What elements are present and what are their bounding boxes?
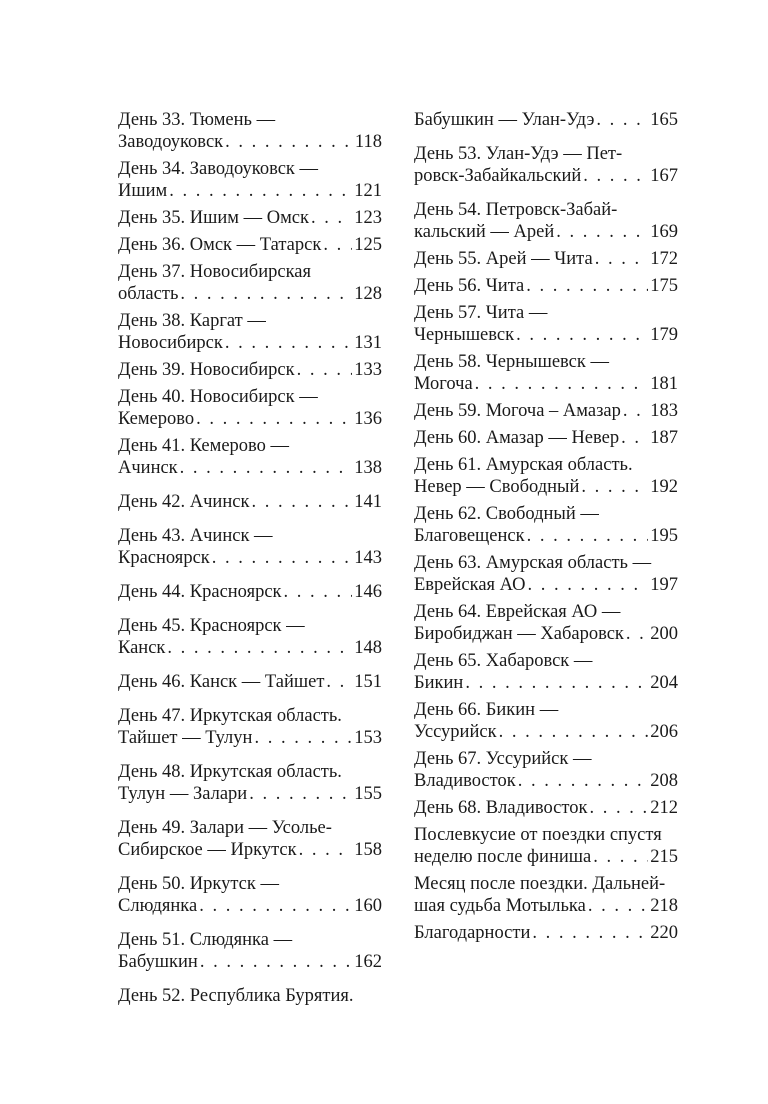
toc-entry-leader-row xyxy=(414,109,678,131)
toc-entry xyxy=(118,491,382,513)
page-number: 169 xyxy=(650,222,678,242)
toc-entry-leader-row xyxy=(118,180,382,202)
toc-entry-leader-row xyxy=(414,324,678,346)
toc-entry-leader-row xyxy=(118,547,382,569)
toc-entry xyxy=(118,817,382,861)
toc-entry-title-line: День 34. Заводоуковск — xyxy=(118,159,319,179)
page-number: 167 xyxy=(650,166,678,186)
toc-entry-leader-row xyxy=(118,783,382,805)
toc-entry-title-line: День 48. Иркутская область. xyxy=(118,762,342,782)
page-number: 146 xyxy=(354,582,382,602)
page-number: 128 xyxy=(354,284,382,304)
toc-entry-title-line: День 38. Каргат — xyxy=(118,311,266,331)
toc-entry-title-line: День 67. Уссурийск — xyxy=(414,749,592,769)
toc-entry-leader-row xyxy=(414,846,678,868)
dot-leader xyxy=(225,332,352,354)
toc-entry-leader-row xyxy=(414,672,678,694)
page-number: 165 xyxy=(650,110,678,130)
dot-leader xyxy=(516,324,648,346)
toc-entry-title-line: День 52. Республика Бурятия. xyxy=(118,986,354,1006)
dot-leader xyxy=(588,895,648,917)
toc-entry-title-line: День 43. Ачинск — xyxy=(118,526,273,546)
toc-entry-title-line: День 61. Амурская область. xyxy=(414,455,633,475)
toc-entry-leader-row xyxy=(414,574,678,596)
toc-entry-leader-row xyxy=(118,359,382,381)
toc-entry-leader-row xyxy=(414,721,678,743)
toc-entry xyxy=(414,873,678,917)
toc-entry-title: ровск-Забайкальский xyxy=(414,166,582,186)
dot-leader xyxy=(167,637,352,659)
page-number: 179 xyxy=(650,325,678,345)
toc-entry-leader-row xyxy=(118,283,382,305)
dot-leader xyxy=(583,165,648,187)
toc-entry-leader-row xyxy=(414,275,678,297)
toc-entry-title: День 39. Новосибирск xyxy=(118,360,295,380)
dot-leader xyxy=(299,839,353,861)
page-number: 148 xyxy=(354,638,382,658)
page-number: 208 xyxy=(650,771,678,791)
dot-leader xyxy=(621,427,648,449)
toc-entry xyxy=(414,199,678,243)
toc-entry-leader-row xyxy=(118,332,382,354)
dot-leader xyxy=(249,783,352,805)
toc-entry xyxy=(414,601,678,645)
toc-entry xyxy=(414,275,678,297)
toc-entry xyxy=(414,109,678,131)
page-number: 143 xyxy=(354,548,382,568)
toc-entry-title: День 55. Арей — Чита xyxy=(414,249,593,269)
toc-entry-title: Слюдянка xyxy=(118,896,198,916)
toc-entry-title-line: День 53. Улан-Удэ — Пет- xyxy=(414,144,623,164)
toc-entry-title: Тулун — Залари xyxy=(118,784,248,804)
page-number: 141 xyxy=(354,492,382,512)
page-number: 192 xyxy=(650,477,678,497)
toc-entry-title: Благовещенск xyxy=(414,526,525,546)
toc-entry-title: День 35. Ишим — Омск xyxy=(118,208,309,228)
dot-leader xyxy=(326,671,352,693)
toc-entry-title: День 44. Красноярск xyxy=(118,582,282,602)
toc-entry-leader-row xyxy=(414,427,678,449)
page-number: 118 xyxy=(354,132,382,152)
toc-entry xyxy=(414,248,678,270)
toc-entry-title: Бабушкин — Улан-Удэ xyxy=(414,110,595,130)
toc-entry xyxy=(414,302,678,346)
toc-right-column xyxy=(414,109,678,949)
toc-entry-title-line: День 66. Бикин — xyxy=(414,700,559,720)
toc-entry-title: Бабушкин xyxy=(118,952,198,972)
page-number: 206 xyxy=(650,722,678,742)
toc-entry-leader-row xyxy=(414,400,678,422)
toc-left-column xyxy=(118,109,382,1012)
toc-entry-title: Бикин xyxy=(414,673,464,693)
toc-entry xyxy=(414,143,678,187)
page-number: 160 xyxy=(354,896,382,916)
toc-entry-leader-row xyxy=(118,895,382,917)
toc-entry xyxy=(118,359,382,381)
toc-entry-title: День 60. Амазар — Невер xyxy=(414,428,620,448)
toc-entry xyxy=(414,552,678,596)
toc-entry xyxy=(414,427,678,449)
page-number: 197 xyxy=(650,575,678,595)
toc-entry xyxy=(118,386,382,430)
page-number: 175 xyxy=(650,276,678,296)
toc-entry xyxy=(414,351,678,395)
toc-entry-leader-row xyxy=(118,839,382,861)
page-number: 212 xyxy=(650,798,678,818)
page-number: 220 xyxy=(650,923,678,943)
toc-entry-title: Кемерово xyxy=(118,409,195,429)
toc-entry-leader-row xyxy=(414,797,678,819)
page-number: 131 xyxy=(354,333,382,353)
page-number: 215 xyxy=(650,847,678,867)
toc-entry-title-line: День 45. Красноярск — xyxy=(118,616,305,636)
page-number: 123 xyxy=(354,208,382,228)
toc-entry xyxy=(118,435,382,479)
toc-entry-title-line: День 40. Новосибирск — xyxy=(118,387,318,407)
page-number: 125 xyxy=(354,235,382,255)
page-number: 158 xyxy=(354,840,382,860)
toc-entry-title: Заводоуковск xyxy=(118,132,224,152)
toc-entry-title: Ишим xyxy=(118,181,168,201)
toc-entry-title: область xyxy=(118,284,179,304)
toc-entry-title: Могоча xyxy=(414,374,473,394)
toc-entry xyxy=(118,310,382,354)
dot-leader xyxy=(581,476,648,498)
toc-entry-title: Еврейская АО xyxy=(414,575,526,595)
dot-leader xyxy=(311,207,352,229)
toc-entry-leader-row xyxy=(118,727,382,749)
toc-entry-title: Ачинск xyxy=(118,458,178,478)
toc-entry xyxy=(414,797,678,819)
toc-entry-title-line: День 50. Иркутск — xyxy=(118,874,279,894)
page-number: 151 xyxy=(354,672,382,692)
toc-entry xyxy=(414,824,678,868)
toc-entry xyxy=(118,671,382,693)
toc-entry-leader-row xyxy=(118,951,382,973)
dot-leader xyxy=(251,491,352,513)
toc-entry-title: Тайшет — Тулун xyxy=(118,728,253,748)
toc-entry xyxy=(118,158,382,202)
dot-leader xyxy=(526,275,648,297)
dot-leader xyxy=(196,408,352,430)
toc-entry xyxy=(118,985,382,1007)
dot-leader xyxy=(475,373,649,395)
toc-entry-title-line: Послевкусие от поездки спустя xyxy=(414,825,662,845)
toc-entry xyxy=(414,922,678,944)
toc-entry-title: Чернышевск xyxy=(414,325,515,345)
dot-leader xyxy=(323,234,352,256)
dot-leader xyxy=(180,283,352,305)
toc-entry-leader-row xyxy=(414,922,678,944)
page-number: 121 xyxy=(354,181,382,201)
toc-entry xyxy=(118,761,382,805)
toc-entry-title: Красноярск xyxy=(118,548,210,568)
toc-entry-title: День 59. Могоча – Амазар xyxy=(414,401,621,421)
toc-entry-title-line: День 54. Петровск-Забай- xyxy=(414,200,618,220)
page-number: 183 xyxy=(650,401,678,421)
toc-entry-title: Благодарности xyxy=(414,923,531,943)
toc-entry-leader-row xyxy=(414,770,678,792)
toc-entry xyxy=(118,615,382,659)
toc-entry xyxy=(118,873,382,917)
dot-leader xyxy=(254,727,352,749)
toc-entry-title: неделю после финиша xyxy=(414,847,592,867)
dot-leader xyxy=(626,623,648,645)
toc-entry-leader-row xyxy=(414,623,678,645)
toc-entry-title-line: День 65. Хабаровск — xyxy=(414,651,593,671)
toc-entry-title: Владивосток xyxy=(414,771,516,791)
toc-entry xyxy=(414,650,678,694)
dot-leader xyxy=(527,525,649,547)
toc-entry-title: Новосибирск xyxy=(118,333,223,353)
toc-entry-leader-row xyxy=(414,165,678,187)
toc-entry-leader-row xyxy=(414,895,678,917)
page-number: 204 xyxy=(650,673,678,693)
dot-leader xyxy=(589,797,648,819)
toc-entry xyxy=(414,748,678,792)
toc-entry-leader-row xyxy=(118,207,382,229)
page-number: 187 xyxy=(650,428,678,448)
toc-entry-title: Сибирское — Иркутск xyxy=(118,840,297,860)
toc-entry-leader-row xyxy=(414,373,678,395)
toc-entry xyxy=(118,234,382,256)
toc-entry-title-line: Месяц после поездки. Дальней- xyxy=(414,874,666,894)
dot-leader xyxy=(518,770,649,792)
dot-leader xyxy=(465,672,648,694)
toc-entry-title-line: День 58. Чернышевск — xyxy=(414,352,609,372)
page-number: 195 xyxy=(650,526,678,546)
dot-leader xyxy=(623,400,648,422)
toc-entry-leader-row xyxy=(118,457,382,479)
toc-entry-leader-row xyxy=(118,491,382,513)
toc-entry-title-line: День 64. Еврейская АО — xyxy=(414,602,621,622)
dot-leader xyxy=(556,221,648,243)
page-number: 138 xyxy=(354,458,382,478)
dot-leader xyxy=(199,895,352,917)
toc-entry-leader-row xyxy=(118,408,382,430)
toc-entry-title: День 46. Канск — Тайшет xyxy=(118,672,325,692)
toc-entry-title: Невер — Свободный xyxy=(414,477,580,497)
toc-entry-leader-row xyxy=(118,637,382,659)
page-number: 153 xyxy=(354,728,382,748)
toc-entry-title: шая судьба Мотылька xyxy=(414,896,586,916)
page-number: 218 xyxy=(650,896,678,916)
page-number: 136 xyxy=(354,409,382,429)
toc-entry-leader-row xyxy=(118,234,382,256)
toc-entry-title-line: День 63. Амурская область — xyxy=(414,553,652,573)
page-number: 181 xyxy=(650,374,678,394)
dot-leader xyxy=(527,574,648,596)
dot-leader xyxy=(169,180,352,202)
toc-entry-title-line: День 47. Иркутская область. xyxy=(118,706,342,726)
dot-leader xyxy=(200,951,352,973)
toc-entry-leader-row xyxy=(118,671,382,693)
toc-entry-leader-row xyxy=(414,221,678,243)
toc-entry xyxy=(414,699,678,743)
toc-entry-leader-row xyxy=(414,525,678,547)
toc-entry xyxy=(118,109,382,153)
toc-entry-title-line: День 57. Чита — xyxy=(414,303,548,323)
toc-entry-title: День 42. Ачинск xyxy=(118,492,250,512)
page-number: 133 xyxy=(354,360,382,380)
toc-entry xyxy=(118,207,382,229)
toc-entry-leader-row xyxy=(118,581,382,603)
dot-leader xyxy=(593,846,648,868)
toc-entry xyxy=(118,705,382,749)
dot-leader xyxy=(297,359,353,381)
dot-leader xyxy=(499,721,649,743)
toc-entry xyxy=(414,503,678,547)
toc-entry-title: День 36. Омск — Татарск xyxy=(118,235,322,255)
dot-leader xyxy=(532,922,648,944)
toc-entry-leader-row xyxy=(414,248,678,270)
toc-entry xyxy=(118,261,382,305)
toc-entry-title-line: День 37. Новосибирская xyxy=(118,262,312,282)
toc-entry-title: кальский — Арей xyxy=(414,222,555,242)
toc-entry-title-line: День 49. Залари — Усолье- xyxy=(118,818,332,838)
toc-entry xyxy=(414,454,678,498)
toc-entry-title-line: День 33. Тюмень — xyxy=(118,110,276,130)
toc-entry-title: Биробиджан — Хабаровск xyxy=(414,624,624,644)
dot-leader xyxy=(225,131,353,153)
dot-leader xyxy=(595,248,649,270)
toc-entry xyxy=(118,525,382,569)
dot-leader xyxy=(596,109,648,131)
toc-entry xyxy=(118,929,382,973)
dot-leader xyxy=(212,547,352,569)
page-number: 172 xyxy=(650,249,678,269)
toc-entry-title-line: День 51. Слюдянка — xyxy=(118,930,293,950)
toc-entry-title: День 68. Владивосток xyxy=(414,798,588,818)
toc-entry-title-line: День 62. Свободный — xyxy=(414,504,599,524)
toc-entry-leader-row xyxy=(414,476,678,498)
toc-entry-leader-row xyxy=(118,131,382,153)
dot-leader xyxy=(284,581,353,603)
page-number: 162 xyxy=(354,952,382,972)
toc-entry-title: Уссурийск xyxy=(414,722,497,742)
toc-entry xyxy=(414,400,678,422)
toc-entry-title: Канск xyxy=(118,638,166,658)
toc-entry xyxy=(118,581,382,603)
page-number: 155 xyxy=(354,784,382,804)
toc-entry-title-line: День 41. Кемерово — xyxy=(118,436,290,456)
dot-leader xyxy=(180,457,353,479)
toc-entry-title: День 56. Чита xyxy=(414,276,525,296)
page-number: 200 xyxy=(650,624,678,644)
